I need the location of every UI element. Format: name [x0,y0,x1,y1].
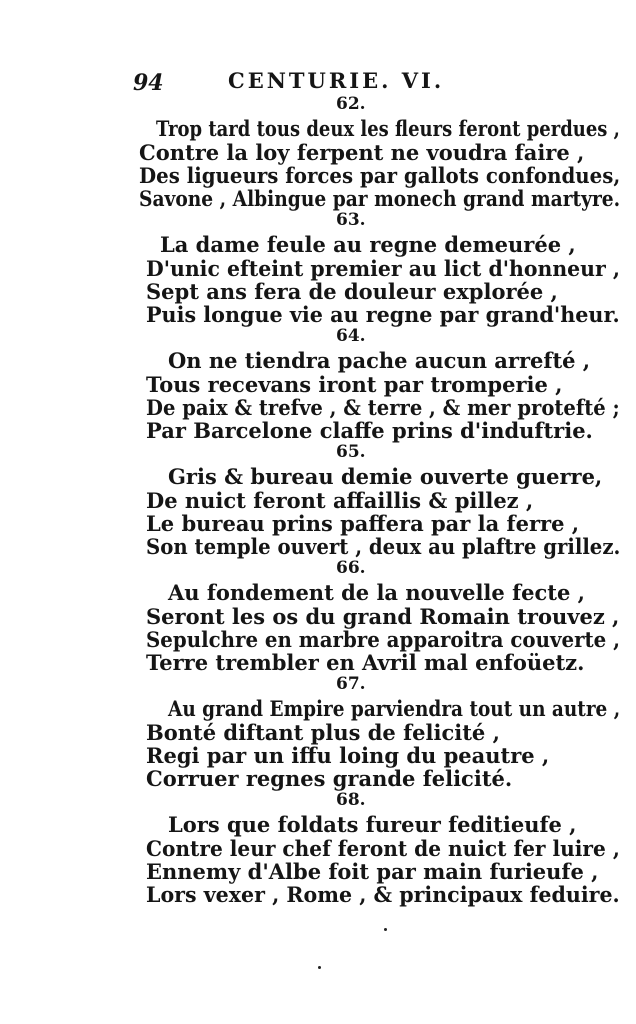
verse-line: Ennemy d'Albe foit par main furieufe , [146,859,599,884]
verse-line: Contre la loy ferpent ne voudra faire , [139,140,585,165]
quatrain-number: 65. [336,442,366,462]
verse-line: Au fondement de la nouvelle fecte , [168,580,585,605]
verse-line: On ne tiendra pache aucun arrefté , [168,348,591,373]
running-head: CENTURIE. VI. [228,68,445,93]
page-number: 94 [133,70,164,96]
verse-line: Tous recevans iront par tromperie , [146,372,563,397]
quatrain-number: 67. [336,674,366,694]
verse-line: Lors vexer , Rome , & principaux feduire. [146,882,620,907]
verse-line: Sept ans fera de douleur explorée , [146,279,558,304]
verse-line: Lors que foldats fureur feditieufe , [168,812,577,837]
verse-line: Contre leur chef feront de nuict fer luire , [146,836,620,861]
verse-line: Au grand Empire parviendra tout un autre , [168,696,621,721]
verse-line: Corruer regnes grande felicité. [146,766,513,791]
ink-speck [318,966,321,969]
verse-line: Regi par un iffu loing du peautre , [146,743,550,768]
quatrain-number: 66. [336,558,366,578]
verse-line: De nuict feront affaillis & pillez , [146,488,534,513]
verse-line: Le bureau prins paffera par la ferre , [146,511,580,536]
verse-line: Savone , Albingue par monech grand martyre. [139,186,621,211]
verse-line: Par Barcelone claffe prins d'induftrie. [146,418,593,443]
quatrain-number: 68. [336,790,366,810]
verse-line: De paix & trefve , & terre , & mer protefté ; [146,395,620,420]
verse-line: Son temple ouvert , deux au plaftre grillez. [146,534,621,559]
quatrain-number: 64. [336,326,366,346]
verse-line: Trop tard tous deux les fleurs feront perdues , [156,116,620,141]
verse-line: D'unic efteint premier au lict d'honneur , [146,256,621,281]
verse-line: Puis longue vie au regne par grand'heur. [146,302,620,327]
quatrain-number: 63. [336,210,366,230]
verse-line: Sepulchre en marbre apparoitra couverte , [146,627,621,652]
verse-line: Terre trembler en Avril mal enfoüetz. [146,650,585,675]
verse-line: Des ligueurs forces par gallots confondues, [139,163,621,188]
verse-line: Seront les os du grand Romain trouvez , [146,604,620,629]
quatrain-number: 62. [336,94,366,114]
verse-line: Gris & bureau demie ouverte guerre, [168,464,603,489]
ink-speck [384,928,387,931]
verse-line: Bonté diftant plus de felicité , [146,720,500,745]
verse-line: La dame feule au regne demeurée , [160,232,576,257]
page-header [0,66,636,96]
